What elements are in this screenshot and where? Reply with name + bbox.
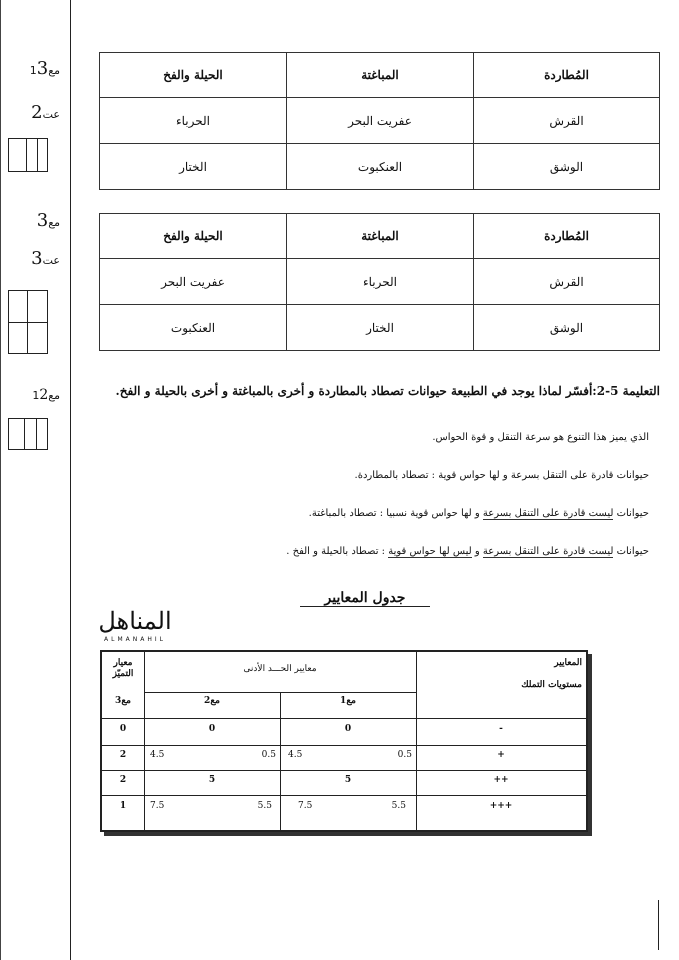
page-edge-right xyxy=(658,900,659,950)
table-cell: الوشق xyxy=(474,144,660,190)
score-mo1-b: 7.5 xyxy=(298,801,313,811)
header-ambush: المباغتة xyxy=(287,53,474,98)
score-mo2: 0 xyxy=(208,724,216,734)
margin-score-4: عت3 xyxy=(31,248,60,269)
table-cell: عفريت البحر xyxy=(287,98,474,144)
comparison-table-1 xyxy=(99,52,660,190)
answer-line-1: الذي يميز هذا التنوع هو سرعة التنقل و قوة الحواس. xyxy=(432,432,649,443)
margin-score-1: مع13 xyxy=(29,58,60,79)
table-row xyxy=(100,144,660,190)
header-chase: المُطاردة xyxy=(474,214,660,259)
score-mo3: 2 xyxy=(119,750,127,760)
criteria-table xyxy=(100,650,588,832)
table-cell: الختار xyxy=(100,144,287,190)
table-header-row xyxy=(100,53,660,98)
table-cell: العنكبوت xyxy=(100,305,287,351)
margin-score-3: مع3 xyxy=(36,210,60,231)
table-row xyxy=(100,98,660,144)
score-mo1-a: 5.5 xyxy=(391,801,406,811)
score-mo2: 5 xyxy=(208,775,216,785)
level-label: - xyxy=(499,724,503,734)
score-mo2-b: 4.5 xyxy=(150,750,165,760)
score-mo3: 0 xyxy=(119,724,127,734)
table-cell: الختار xyxy=(287,305,474,351)
header-mo3: مع3 xyxy=(115,696,131,706)
score-mo3: 1 xyxy=(119,801,127,811)
level-label: + xyxy=(497,750,505,760)
header-mo1: مع1 xyxy=(340,696,356,706)
level-label: ++ xyxy=(493,775,509,785)
answer-line-3: حيوانات ليست قادرة على التنقل بسرعة و لها حواس قوية نسبيا : تصطاد بالمباغتة. xyxy=(308,508,649,519)
header-trap: الحيلة والفخ xyxy=(100,53,287,98)
header-mo2: مع2 xyxy=(204,696,220,706)
margin-boxes-1 xyxy=(8,138,48,172)
score-mo1-b: 4.5 xyxy=(288,750,303,760)
table-cell: الحرباء xyxy=(287,259,474,305)
header-excellence: معيار التميّز xyxy=(112,658,134,679)
score-mo2-b: 7.5 xyxy=(150,801,165,811)
table-header-row xyxy=(100,214,660,259)
score-mo1-a: 0.5 xyxy=(397,750,412,760)
answer-line-4: حيوانات ليست قادرة على التنقل بسرعة و ليس لها حواس قوية : تصطاد بالحيلة و الفخ . xyxy=(286,546,649,557)
margin-score-2: عت2 xyxy=(31,102,60,123)
margin-boxes-3 xyxy=(8,418,48,450)
score-mo1: 5 xyxy=(344,775,352,785)
score-mo2-a: 0.5 xyxy=(261,750,276,760)
table-cell: القرش xyxy=(474,259,660,305)
header-criteria: المعايير xyxy=(554,658,582,668)
margin-score-5: مع12 xyxy=(32,387,60,403)
table-cell: الوشق xyxy=(474,305,660,351)
table-cell: العنكبوت xyxy=(287,144,474,190)
table-cell: عفريت البحر xyxy=(100,259,287,305)
header-chase: المُطاردة xyxy=(474,53,660,98)
header-levels: مستويات التملك xyxy=(521,680,582,690)
header-min-criteria: معايير الحـــد الأدنى xyxy=(243,664,317,674)
comparison-table-2 xyxy=(99,213,660,351)
answer-line-2: حيوانات قادرة على التنقل بسرعة و لها حواس قوية : تصطاد بالمطاردة. xyxy=(354,470,649,481)
header-trap: الحيلة والفخ xyxy=(100,214,287,259)
margin-line xyxy=(70,0,71,960)
score-mo1: 0 xyxy=(344,724,352,734)
table-row xyxy=(100,259,660,305)
header-ambush: المباغتة xyxy=(287,214,474,259)
almanahil-logo: المناهل ALMANAHIL xyxy=(98,607,172,643)
table-cell: القرش xyxy=(474,98,660,144)
table-row xyxy=(100,305,660,351)
criteria-title: جدول المعايير xyxy=(300,590,430,607)
level-label: +++ xyxy=(489,801,513,811)
margin-boxes-2 xyxy=(8,290,48,354)
score-mo3: 2 xyxy=(119,775,127,785)
score-mo2-a: 5.5 xyxy=(257,801,272,811)
task-instruction: التعليمة 5-2:أفسّر لماذا يوجد في الطبيعة حيوانات تصطاد بالمطاردة و أخرى بالمباغتة و أخرى بالحيلة و الفخ. xyxy=(115,384,660,398)
page-edge xyxy=(0,0,1,960)
table-cell: الحرباء xyxy=(100,98,287,144)
